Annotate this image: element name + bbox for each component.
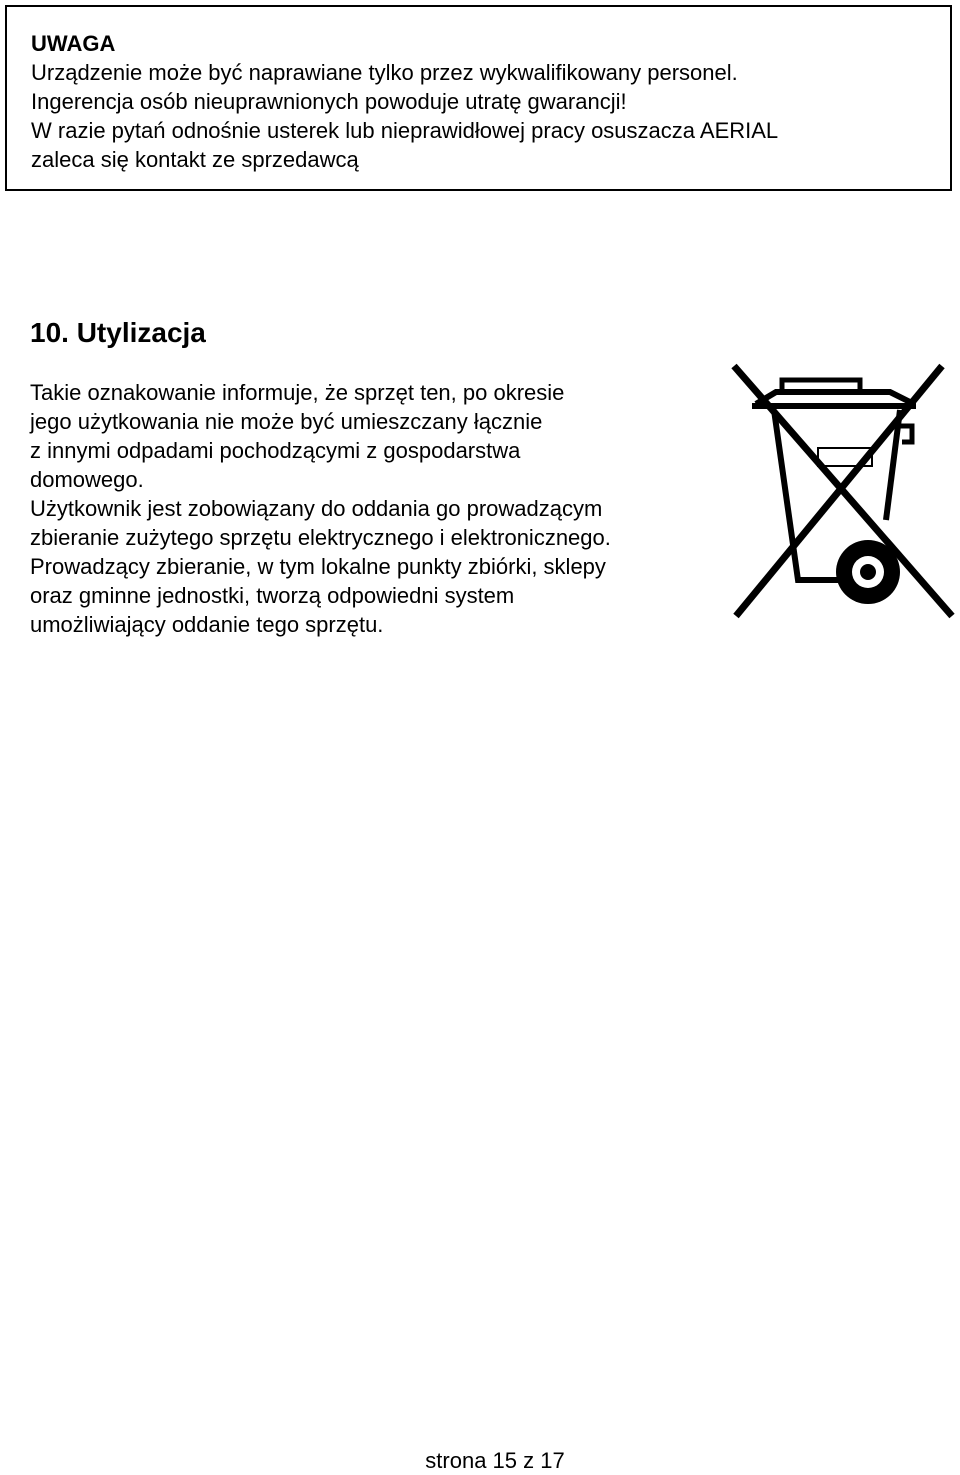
- section-body: [30, 378, 710, 639]
- body-line: z innymi odpadami pochodzącymi z gospodarstwa: [30, 438, 521, 463]
- body-line: Użytkownik jest zobowiązany do oddania go prowadzącym: [30, 496, 603, 521]
- section-heading: 10. Utylizacja: [30, 317, 206, 348]
- body-line: domowego.: [30, 467, 144, 492]
- page-number: strona 15 z 17: [425, 1448, 565, 1473]
- body-line: jego użytkowania nie może być umieszczany łącznie: [30, 409, 543, 434]
- body-line: zbieranie zużytego sprzętu elektrycznego i elektronicznego.: [30, 525, 611, 550]
- warning-line: zaleca się kontakt ze sprzedawcą: [31, 147, 359, 172]
- body-line: oraz gminne jednostki, tworzą odpowiedni system: [30, 583, 515, 608]
- crossed-out-wheelie-bin-icon: [730, 360, 956, 620]
- body-line: Takie oznakowanie informuje, że sprzęt ten, po okresie: [30, 380, 565, 405]
- warning-box: [5, 5, 952, 191]
- warning-line: Urządzenie może być naprawiane tylko przez wykwalifikowany personel.: [31, 60, 738, 85]
- body-line: umożliwiający oddanie tego sprzętu.: [30, 612, 384, 637]
- body-line: Prowadzący zbieranie, w tym lokalne punkty zbiórki, sklepy: [30, 554, 606, 579]
- warning-line: Ingerencja osób nieuprawnionych powoduje utratę gwarancji!: [31, 89, 627, 114]
- warning-title: UWAGA: [31, 31, 116, 56]
- warning-line: W razie pytań odnośnie usterek lub nieprawidłowej pracy osuszacza AERIAL: [31, 118, 779, 143]
